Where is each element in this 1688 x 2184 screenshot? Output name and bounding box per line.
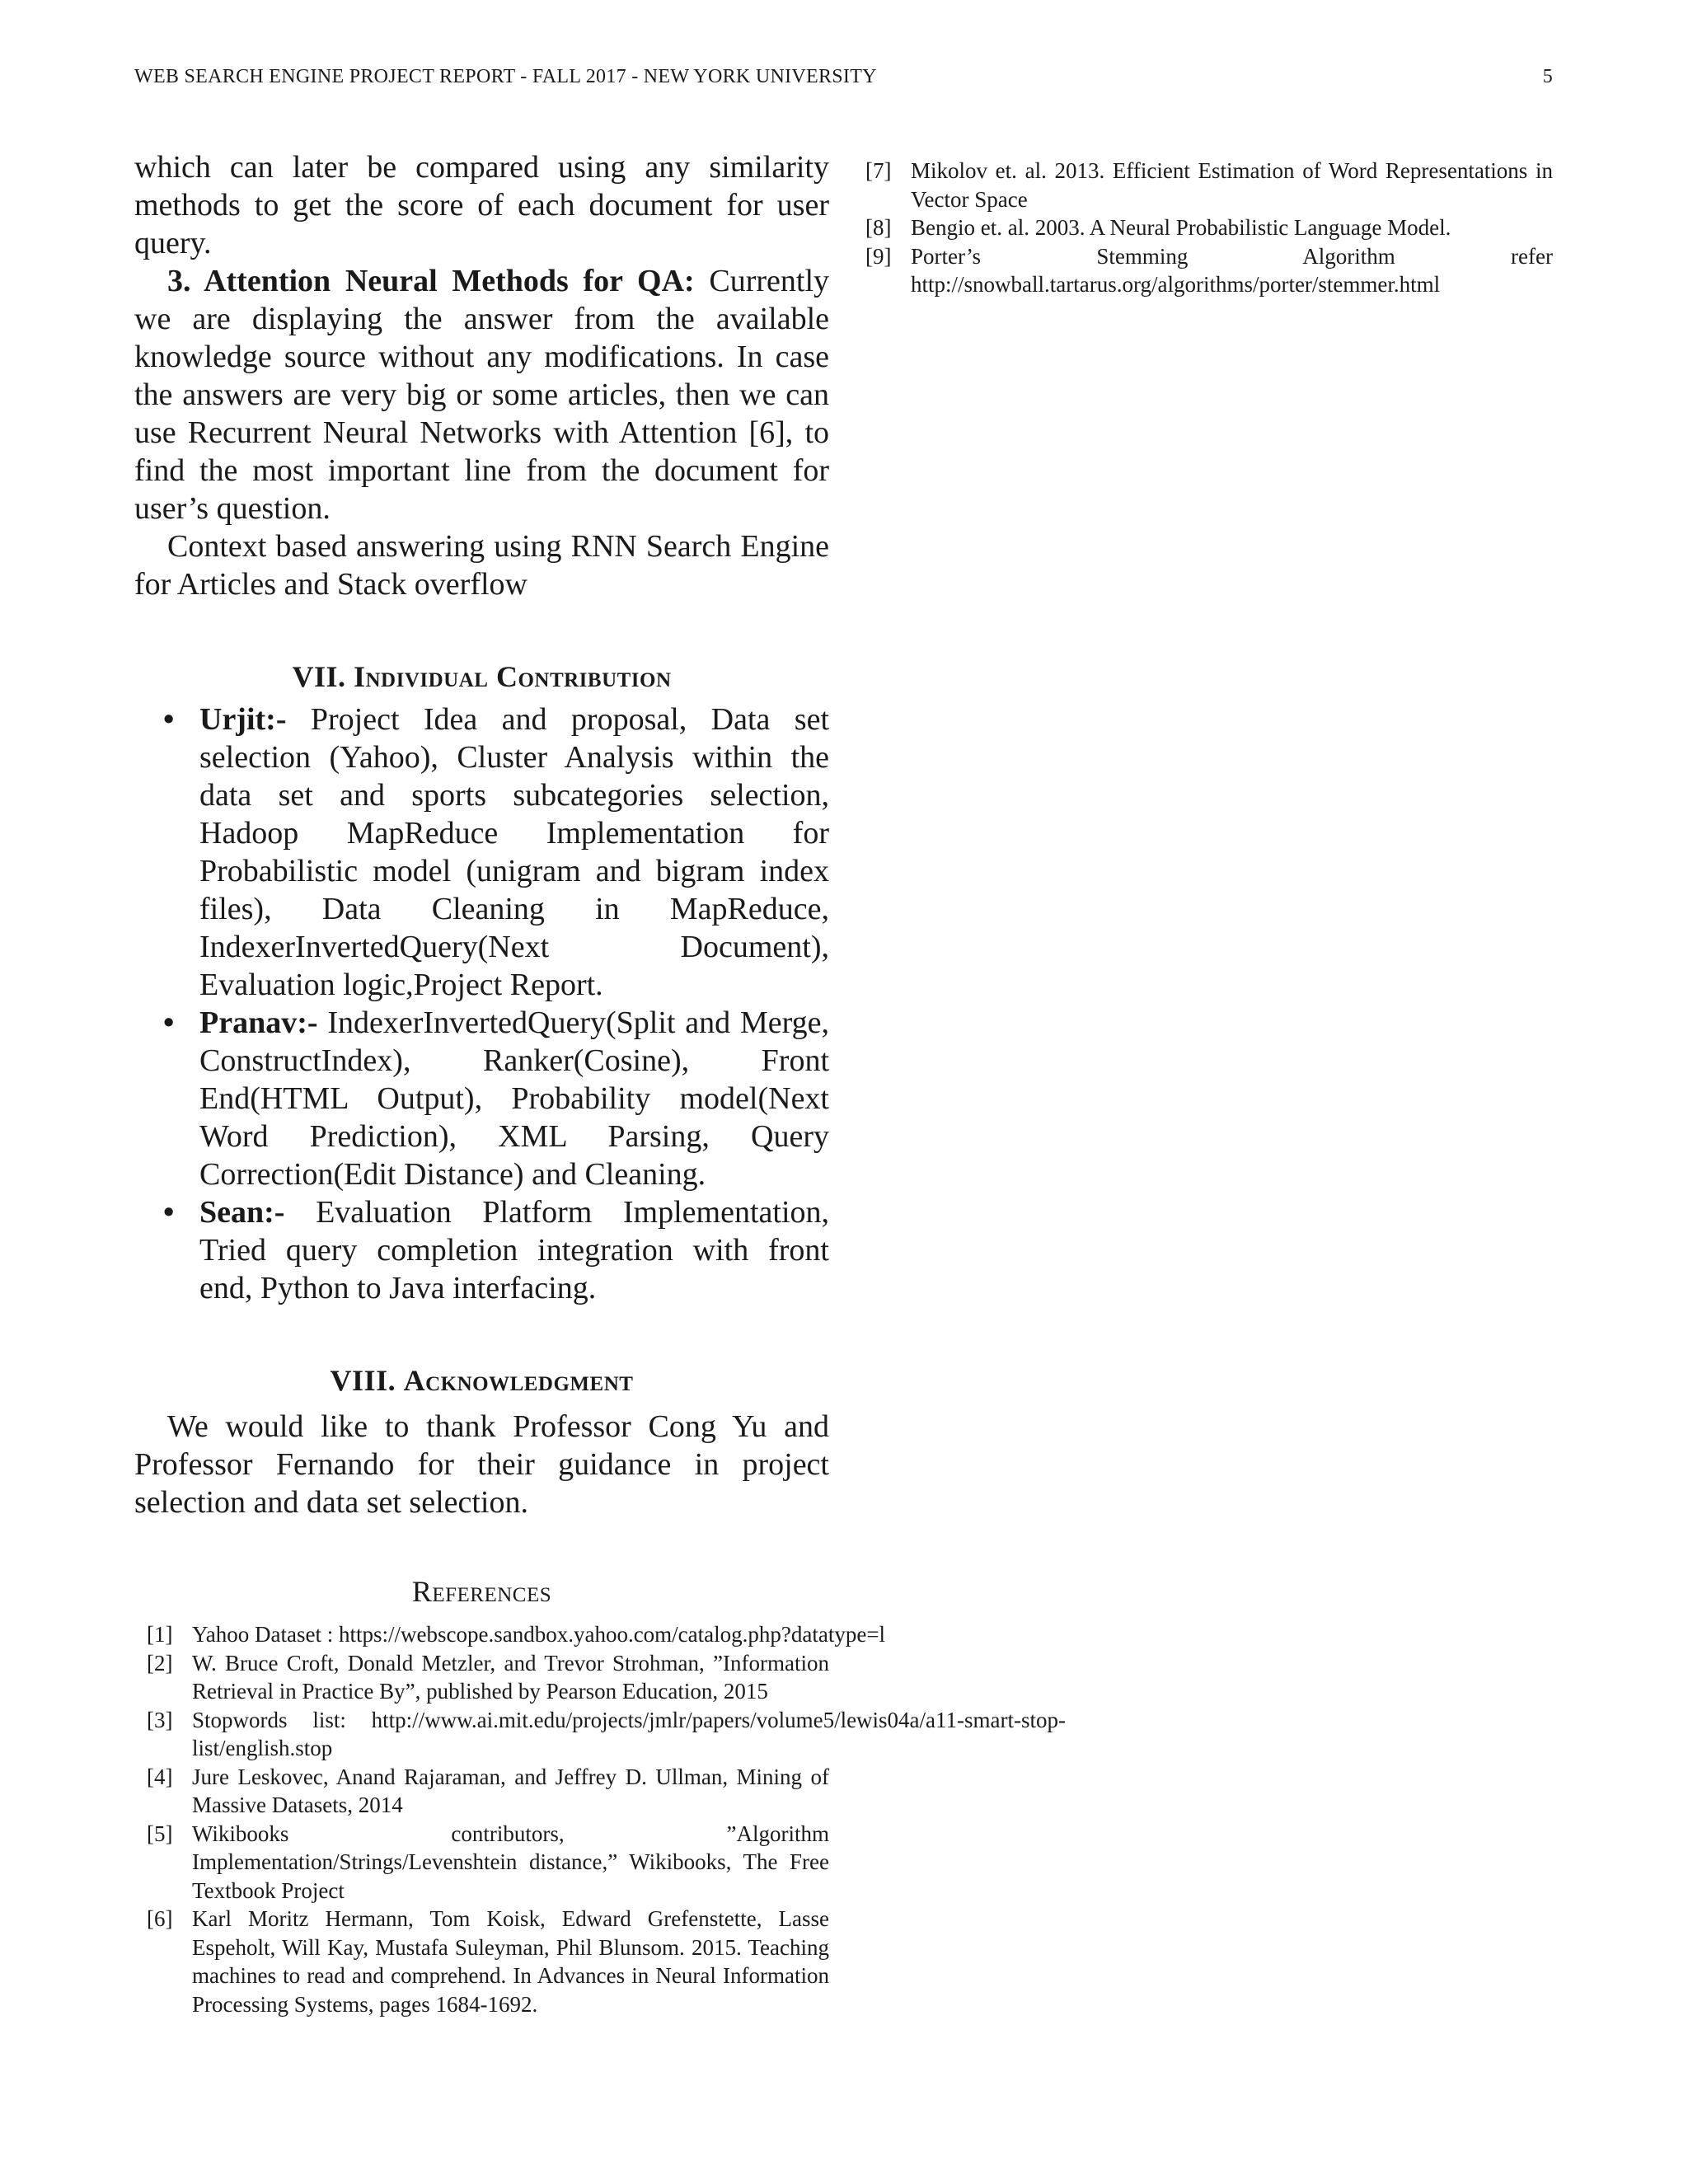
contributor-name: Sean:-	[199, 1195, 285, 1230]
list-item	[134, 1193, 829, 1307]
reference-text: Wikibooks contributors, ”Algorithm Implementation/Strings/Levenshtein distance,” Wikibooks, The Free Textbook Project	[192, 1821, 829, 1903]
reference-item	[134, 1706, 1066, 1763]
contributor-text: Project Idea and proposal, Data set selection (Yahoo), Cluster Analysis within the data set and sports subcategories selection, Hadoop MapReduce Implementation for Probabilistic model (unigram and bigram index files), Data Cleaning in MapReduce, IndexerInvertedQuery(Next Document), Evaluation logic,Project Report.	[199, 702, 830, 1002]
context-paragraph: Context based answering using RNN Search Engine for Articles and Stack overflow	[134, 529, 829, 602]
reference-number: [1]	[147, 1622, 173, 1647]
bullet-icon: •	[163, 702, 175, 737]
acknowledgment-paragraph: We would like to thank Professor Cong Yu and Professor Fernando for their guidance in project selection and data set selection.	[134, 1409, 829, 1520]
reference-list	[134, 1620, 1066, 2018]
right-column	[865, 157, 1553, 299]
reference-number: [7]	[865, 158, 892, 183]
reference-item	[134, 1649, 829, 1706]
reference-number: [8]	[865, 215, 892, 240]
reference-text: Yahoo Dataset : https://webscope.sandbox.yahoo.com/catalog.php?datatype=l	[192, 1622, 886, 1647]
running-header	[134, 66, 1553, 88]
reference-text: W. Bruce Croft, Donald Metzler, and Trevor Strohman, ”Information Retrieval in Practice By”, published by Pearson Education, 2015	[192, 1650, 829, 1704]
section-title: Individual Contribution	[353, 660, 672, 693]
contributor-text: Evaluation Platform Implementation, Tried query completion integration with front end, Python to Java interfacing.	[199, 1195, 830, 1305]
reference-item	[865, 213, 1553, 242]
attention-title: 3. Attention Neural Methods for QA:	[167, 264, 695, 298]
list-item	[134, 1004, 829, 1193]
reference-list-continued	[865, 157, 1553, 299]
reference-text: Stopwords list: http://www.ai.mit.edu/projects/jmlr/papers/volume5/lewis04a/a11-smart-stop-list/english.stop	[192, 1707, 1066, 1760]
reference-number: [9]	[865, 243, 892, 269]
continued-paragraph: which can later be compared using any similarity methods to get the score of each document for user query.	[134, 150, 829, 260]
contributor-name: Urjit:-	[199, 702, 287, 737]
reference-item	[134, 1905, 829, 2018]
reference-number: [4]	[147, 1764, 173, 1789]
section-heading-acknowledgment	[134, 1363, 829, 1398]
left-column	[134, 148, 1066, 2018]
references-heading: References	[411, 1575, 552, 1608]
reference-item	[134, 1620, 886, 1649]
section-number: VIII.	[330, 1364, 396, 1397]
section-heading-contribution	[134, 659, 829, 694]
attention-body: Currently we are displaying the answer from the available knowledge source without any modifications. In case the answers are very big or some articles, then we can use Recurrent Neural Networks with Attention [6], to find the most important line from the document for user’s question.	[134, 264, 830, 526]
reference-number: [6]	[147, 1906, 173, 1931]
reference-text: Mikolov et. al. 2013. Efficient Estimation of Word Representations in Vector Space	[911, 158, 1553, 212]
reference-item	[865, 242, 1553, 299]
reference-item	[134, 1763, 829, 1820]
reference-text: Karl Moritz Hermann, Tom Koisk, Edward Grefenstette, Lasse Espeholt, Will Kay, Mustafa Suleyman, Phil Blunsom. 2015. Teaching machines to read and comprehend. In Advances in Neural Information Processing Systems, pages 1684-1692.	[192, 1906, 829, 2017]
reference-text: Porter’s Stemming Algorithm refer http://snowball.tartarus.org/algorithms/porter/stemmer.html	[911, 243, 1553, 297]
attention-paragraph	[134, 262, 829, 527]
bullet-icon: •	[163, 1005, 175, 1040]
reference-text: Bengio et. al. 2003. A Neural Probabilistic Language Model.	[911, 215, 1451, 240]
contributor-text: IndexerInvertedQuery(Split and Merge, ConstructIndex), Ranker(Cosine), Front End(HTML Output), Probability model(Next Word Prediction), XML Parsing, Query Correction(Edit Distance) and Cleaning.	[199, 1005, 830, 1192]
reference-item	[865, 157, 1553, 213]
contribution-list	[134, 701, 829, 1307]
running-title: WEB SEARCH ENGINE PROJECT REPORT - FALL 2017 - NEW YORK UNIVERSITY	[134, 66, 877, 87]
page-number: 5	[1542, 66, 1553, 87]
reference-item	[134, 1820, 829, 1905]
reference-number: [5]	[147, 1821, 173, 1846]
reference-number: [3]	[147, 1707, 173, 1732]
section-number: VII.	[292, 660, 346, 693]
list-item	[134, 701, 829, 1004]
section-title: Acknowledgment	[403, 1364, 634, 1397]
bullet-icon: •	[163, 1195, 175, 1230]
reference-number: [2]	[147, 1650, 173, 1675]
reference-text: Jure Leskovec, Anand Rajaraman, and Jeffrey D. Ullman, Mining of Massive Datasets, 2014	[192, 1764, 829, 1817]
contributor-name: Pranav:-	[199, 1005, 318, 1040]
